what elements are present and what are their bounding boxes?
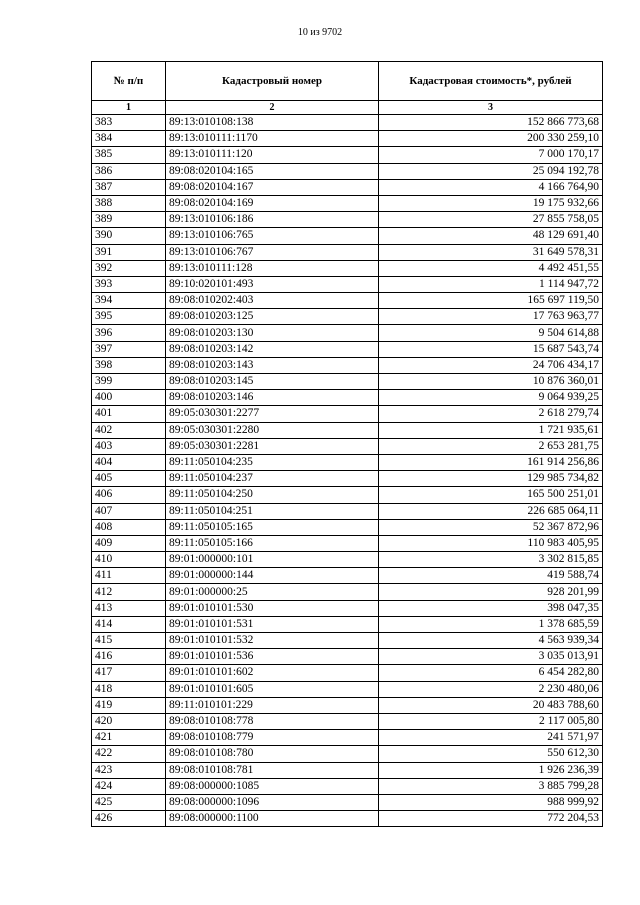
- table-row: [92, 713, 603, 729]
- cadastral-value-cell: 398 047,35: [379, 600, 603, 616]
- cadastral-value-cell: 2 230 480,06: [379, 681, 603, 697]
- cadastral-number-cell: 89:08:020104:165: [166, 163, 379, 179]
- cadastral-number-cell: 89:08:010108:781: [166, 762, 379, 778]
- cadastral-number-cell: 89:10:020101:493: [166, 276, 379, 292]
- cadastral-number-cell: 89:11:010101:229: [166, 697, 379, 713]
- row-number-cell: 394: [92, 293, 166, 309]
- cadastral-value-cell: 6 454 282,80: [379, 665, 603, 681]
- table-row: [92, 730, 603, 746]
- cadastral-value-cell: 15 687 543,74: [379, 341, 603, 357]
- cadastral-value-cell: 419 588,74: [379, 568, 603, 584]
- cadastral-number-cell: 89:01:010101:536: [166, 649, 379, 665]
- table-row: [92, 665, 603, 681]
- cadastral-number-cell: 89:11:050105:165: [166, 519, 379, 535]
- table-row: [92, 260, 603, 276]
- table-row: [92, 438, 603, 454]
- cadastral-value-cell: 3 302 815,85: [379, 552, 603, 568]
- cadastral-value-cell: 2 117 005,80: [379, 713, 603, 729]
- row-number-cell: 410: [92, 552, 166, 568]
- row-number-cell: 418: [92, 681, 166, 697]
- row-number-cell: 425: [92, 794, 166, 810]
- row-number-cell: 423: [92, 762, 166, 778]
- table-row: [92, 406, 603, 422]
- cadastral-value-cell: 9 504 614,88: [379, 325, 603, 341]
- cadastral-number-cell: 89:05:030301:2281: [166, 438, 379, 454]
- column-number-2: 2: [166, 101, 379, 115]
- cadastral-number-cell: 89:13:010111:1170: [166, 131, 379, 147]
- row-number-cell: 414: [92, 616, 166, 632]
- table-row: [92, 746, 603, 762]
- row-number-cell: 417: [92, 665, 166, 681]
- table-row: [92, 681, 603, 697]
- row-number-cell: 421: [92, 730, 166, 746]
- cadastral-number-cell: 89:08:020104:169: [166, 195, 379, 211]
- cadastral-number-cell: 89:13:010111:128: [166, 260, 379, 276]
- cadastral-number-cell: 89:08:000000:1096: [166, 794, 379, 810]
- table-row: [92, 649, 603, 665]
- cadastral-number-cell: 89:11:050104:237: [166, 471, 379, 487]
- table-row: [92, 244, 603, 260]
- cadastral-number-cell: 89:05:030301:2277: [166, 406, 379, 422]
- row-number-cell: 426: [92, 811, 166, 827]
- row-number-cell: 415: [92, 633, 166, 649]
- row-number-cell: 402: [92, 422, 166, 438]
- cadastral-number-cell: 89:08:010203:146: [166, 390, 379, 406]
- cadastral-value-cell: 27 855 758,05: [379, 212, 603, 228]
- row-number-cell: 407: [92, 503, 166, 519]
- cadastral-number-cell: 89:01:010101:531: [166, 616, 379, 632]
- cadastral-number-cell: 89:13:010106:767: [166, 244, 379, 260]
- cadastral-number-cell: 89:08:010108:779: [166, 730, 379, 746]
- table-row: [92, 374, 603, 390]
- cadastral-value-cell: 550 612,30: [379, 746, 603, 762]
- row-number-cell: 424: [92, 778, 166, 794]
- cadastral-number-cell: 89:11:050104:251: [166, 503, 379, 519]
- table-row: [92, 616, 603, 632]
- cadastral-value-cell: 3 035 013,91: [379, 649, 603, 665]
- cadastral-value-cell: 241 571,97: [379, 730, 603, 746]
- table-row: [92, 697, 603, 713]
- cadastral-number-cell: 89:08:010203:143: [166, 357, 379, 373]
- row-number-cell: 408: [92, 519, 166, 535]
- cadastral-number-cell: 89:13:010111:120: [166, 147, 379, 163]
- row-number-cell: 385: [92, 147, 166, 163]
- cadastral-value-cell: 31 649 578,31: [379, 244, 603, 260]
- row-number-cell: 409: [92, 535, 166, 551]
- table-row: [92, 503, 603, 519]
- cadastral-value-cell: 928 201,99: [379, 584, 603, 600]
- table-body: [92, 115, 603, 827]
- cadastral-value-cell: 25 094 192,78: [379, 163, 603, 179]
- page-counter: 10 из 9702: [297, 27, 343, 38]
- cadastral-number-cell: 89:13:010106:765: [166, 228, 379, 244]
- cadastral-value-cell: 1 114 947,72: [379, 276, 603, 292]
- row-number-cell: 395: [92, 309, 166, 325]
- table-row: [92, 422, 603, 438]
- cadastral-number-cell: 89:13:010106:186: [166, 212, 379, 228]
- row-number-cell: 393: [92, 276, 166, 292]
- row-number-cell: 386: [92, 163, 166, 179]
- row-number-cell: 403: [92, 438, 166, 454]
- row-number-cell: 404: [92, 454, 166, 470]
- row-number-cell: 398: [92, 357, 166, 373]
- cadastral-number-cell: 89:01:000000:144: [166, 568, 379, 584]
- cadastral-number-cell: 89:08:020104:167: [166, 179, 379, 195]
- cadastral-value-cell: 226 685 064,11: [379, 503, 603, 519]
- cadastral-value-cell: 20 483 788,60: [379, 697, 603, 713]
- cadastral-number-cell: 89:08:010203:130: [166, 325, 379, 341]
- row-number-cell: 405: [92, 471, 166, 487]
- cadastral-value-cell: 165 697 119,50: [379, 293, 603, 309]
- cadastral-value-cell: 7 000 170,17: [379, 147, 603, 163]
- cadastral-value-cell: 2 653 281,75: [379, 438, 603, 454]
- table-row: [92, 552, 603, 568]
- row-number-cell: 416: [92, 649, 166, 665]
- cadastral-value-cell: 772 204,53: [379, 811, 603, 827]
- table-row: [92, 147, 603, 163]
- cadastral-number-cell: 89:01:010101:602: [166, 665, 379, 681]
- table-row: [92, 212, 603, 228]
- table-row: [92, 487, 603, 503]
- table-row: [92, 325, 603, 341]
- row-number-cell: 392: [92, 260, 166, 276]
- cadastral-value-cell: 24 706 434,17: [379, 357, 603, 373]
- cadastral-value-cell: 17 763 963,77: [379, 309, 603, 325]
- cadastral-number-cell: 89:01:000000:25: [166, 584, 379, 600]
- row-number-cell: 387: [92, 179, 166, 195]
- table-row: [92, 228, 603, 244]
- row-number-cell: 420: [92, 713, 166, 729]
- cadastral-value-cell: 52 367 872,96: [379, 519, 603, 535]
- table-row: [92, 276, 603, 292]
- row-number-cell: 391: [92, 244, 166, 260]
- cadastral-value-cell: 129 985 734,82: [379, 471, 603, 487]
- table-row: [92, 762, 603, 778]
- row-number-cell: 389: [92, 212, 166, 228]
- table-row: [92, 471, 603, 487]
- table-row: [92, 390, 603, 406]
- header-cadastral-value: Кадастровая стоимость*, рублей: [379, 62, 603, 101]
- cadastral-value-cell: 4 166 764,90: [379, 179, 603, 195]
- cadastral-value-cell: 19 175 932,66: [379, 195, 603, 211]
- cadastral-value-cell: 152 866 773,68: [379, 115, 603, 131]
- cadastral-value-cell: 48 129 691,40: [379, 228, 603, 244]
- cadastral-value-cell: 4 492 451,55: [379, 260, 603, 276]
- table-row: [92, 195, 603, 211]
- row-number-cell: 396: [92, 325, 166, 341]
- table-row: [92, 115, 603, 131]
- table-row: [92, 163, 603, 179]
- column-number-1: 1: [92, 101, 166, 115]
- cadastral-number-cell: 89:01:010101:532: [166, 633, 379, 649]
- cadastral-value-table: [91, 61, 603, 827]
- header-row-number: № п/п: [92, 62, 166, 101]
- table-row: [92, 584, 603, 600]
- cadastral-value-cell: 110 983 405,95: [379, 535, 603, 551]
- cadastral-number-cell: 89:08:000000:1085: [166, 778, 379, 794]
- row-number-cell: 400: [92, 390, 166, 406]
- cadastral-value-cell: 1 926 236,39: [379, 762, 603, 778]
- row-number-cell: 399: [92, 374, 166, 390]
- cadastral-number-cell: 89:08:010203:145: [166, 374, 379, 390]
- cadastral-value-cell: 161 914 256,86: [379, 454, 603, 470]
- cadastral-value-cell: 10 876 360,01: [379, 374, 603, 390]
- row-number-cell: 390: [92, 228, 166, 244]
- row-number-cell: 388: [92, 195, 166, 211]
- cadastral-number-cell: 89:08:010108:778: [166, 713, 379, 729]
- column-number-3: 3: [379, 101, 603, 115]
- table-row: [92, 811, 603, 827]
- cadastral-number-cell: 89:11:050104:250: [166, 487, 379, 503]
- row-number-cell: 411: [92, 568, 166, 584]
- table-row: [92, 131, 603, 147]
- cadastral-value-cell: 2 618 279,74: [379, 406, 603, 422]
- table-row: [92, 293, 603, 309]
- cadastral-number-cell: 89:01:010101:530: [166, 600, 379, 616]
- cadastral-number-cell: 89:08:010108:780: [166, 746, 379, 762]
- table-row: [92, 600, 603, 616]
- row-number-cell: 384: [92, 131, 166, 147]
- row-number-cell: 422: [92, 746, 166, 762]
- row-number-cell: 419: [92, 697, 166, 713]
- cadastral-number-cell: 89:08:010202:403: [166, 293, 379, 309]
- row-number-cell: 401: [92, 406, 166, 422]
- table-row: [92, 309, 603, 325]
- cadastral-number-cell: 89:08:010203:142: [166, 341, 379, 357]
- cadastral-number-cell: 89:05:030301:2280: [166, 422, 379, 438]
- cadastral-number-cell: 89:01:000000:101: [166, 552, 379, 568]
- cadastral-number-cell: 89:08:010203:125: [166, 309, 379, 325]
- table-row: [92, 794, 603, 810]
- cadastral-value-cell: 1 721 935,61: [379, 422, 603, 438]
- table-row: [92, 778, 603, 794]
- cadastral-value-cell: 200 330 259,10: [379, 131, 603, 147]
- cadastral-number-cell: 89:11:050104:235: [166, 454, 379, 470]
- table-row: [92, 454, 603, 470]
- row-number-cell: 413: [92, 600, 166, 616]
- cadastral-value-cell: 9 064 939,25: [379, 390, 603, 406]
- table-row: [92, 568, 603, 584]
- table-row: [92, 633, 603, 649]
- cadastral-number-cell: 89:11:050105:166: [166, 535, 379, 551]
- table-row: [92, 179, 603, 195]
- row-number-cell: 383: [92, 115, 166, 131]
- column-number-row: [92, 101, 603, 115]
- cadastral-value-cell: 988 999,92: [379, 794, 603, 810]
- table-row: [92, 519, 603, 535]
- cadastral-value-cell: 4 563 939,34: [379, 633, 603, 649]
- cadastral-number-cell: 89:13:010108:138: [166, 115, 379, 131]
- cadastral-value-cell: 1 378 685,59: [379, 616, 603, 632]
- table-header-row: [92, 62, 603, 101]
- cadastral-value-cell: 3 885 799,28: [379, 778, 603, 794]
- cadastral-number-cell: 89:08:000000:1100: [166, 811, 379, 827]
- row-number-cell: 406: [92, 487, 166, 503]
- table-row: [92, 357, 603, 373]
- row-number-cell: 397: [92, 341, 166, 357]
- cadastral-value-cell: 165 500 251,01: [379, 487, 603, 503]
- row-number-cell: 412: [92, 584, 166, 600]
- cadastral-number-cell: 89:01:010101:605: [166, 681, 379, 697]
- header-cadastral-number: Кадастровый номер: [166, 62, 379, 101]
- table-row: [92, 341, 603, 357]
- table-row: [92, 535, 603, 551]
